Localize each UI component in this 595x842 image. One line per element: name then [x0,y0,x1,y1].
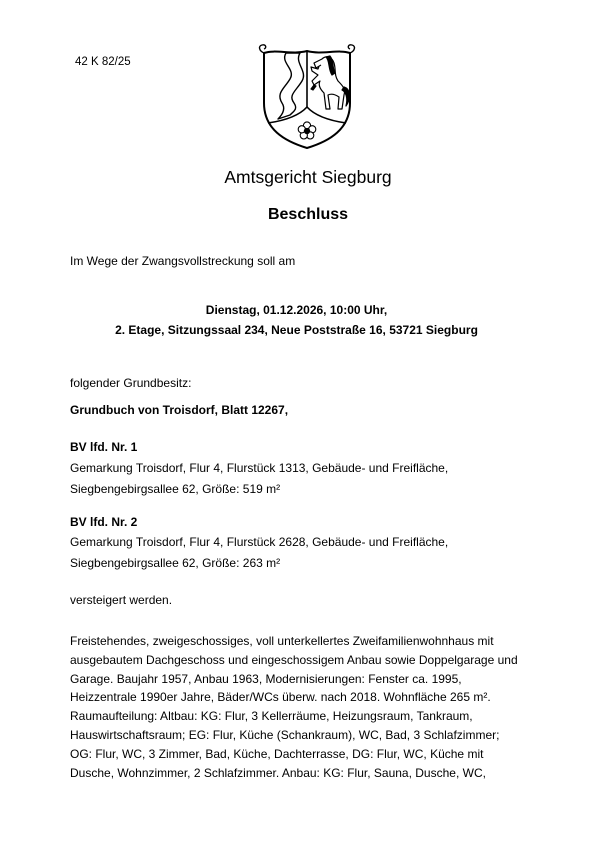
description-line: ausgebautem Dachgeschoss und eingeschossigem Anbau sowie Doppelgarage und [70,652,518,667]
parcel-line: Gemarkung Troisdorf, Flur 4, Flurstück 2628, Gebäude- und Freifläche, [70,535,449,549]
coat-of-arms-icon [256,43,356,151]
court-name: Amtsgericht Siegburg [224,167,392,187]
horse-figure [311,56,350,109]
property-intro: folgender Grundbesitz: [70,376,192,390]
parcel-line: Siegbengebirgsallee 62, Größe: 263 m² [70,556,281,570]
appointment-date-time: Dienstag, 01.12.2026, 10:00 Uhr, [205,303,388,317]
parcel-heading: BV lfd. Nr. 1 [70,440,138,454]
description-line: OG: Flur, WC, 3 Zimmer, Bad, Küche, Dachterrasse, DG: Flur, WC, Küche mit [70,746,484,761]
wavy-band [278,53,304,119]
land-register: Grundbuch von Troisdorf, Blatt 12267, [70,403,289,417]
parcel-heading: BV lfd. Nr. 2 [70,515,138,529]
intro-text: Im Wege der Zwangsvollstreckung soll am [70,254,296,268]
description-line: Hauswirtschaftsraum; EG: Flur, Küche (Schankraum), WC, Bad, 3 Schlafzimmer; [70,727,500,742]
description-line: Dusche, Wohnzimmer, 2 Schlafzimmer. Anbau: KG: Flur, Sauna, Dusche, WC, [70,765,486,780]
parcel-line: Gemarkung Troisdorf, Flur 4, Flurstück 1313, Gebäude- und Freifläche, [70,461,449,475]
property-description [70,632,518,782]
description-line: Raumaufteilung: Altbau: KG: Flur, 3 Kellerräume, Heizungsraum, Tankraum, [70,709,473,724]
parcel-line: Siegbengebirgsallee 62, Größe: 519 m² [70,482,281,496]
file-number: 42 K 82/25 [75,56,131,68]
appointment-location: 2. Etage, Sitzungssaal 234, Neue Poststraße 16, 53721 Siegburg [115,323,478,337]
rose-figure [298,122,316,139]
shield-base-line [268,107,346,123]
description-line: Heizzentrale 1990er Jahre, Bäder/WCs überw. nach 2018. Wohnfläche 265 m². [70,690,491,705]
description-line: Freistehendes, zweigeschossiges, voll unterkellertes Zweifamilienwohnhaus mit [70,634,494,648]
auction-statement: versteigert werden. [70,593,173,607]
document-title: Beschluss [267,206,349,223]
description-line: Garage. Baujahr 1957, Anbau 1963, Modernisierungen: Fenster ca. 1995, [70,671,462,686]
